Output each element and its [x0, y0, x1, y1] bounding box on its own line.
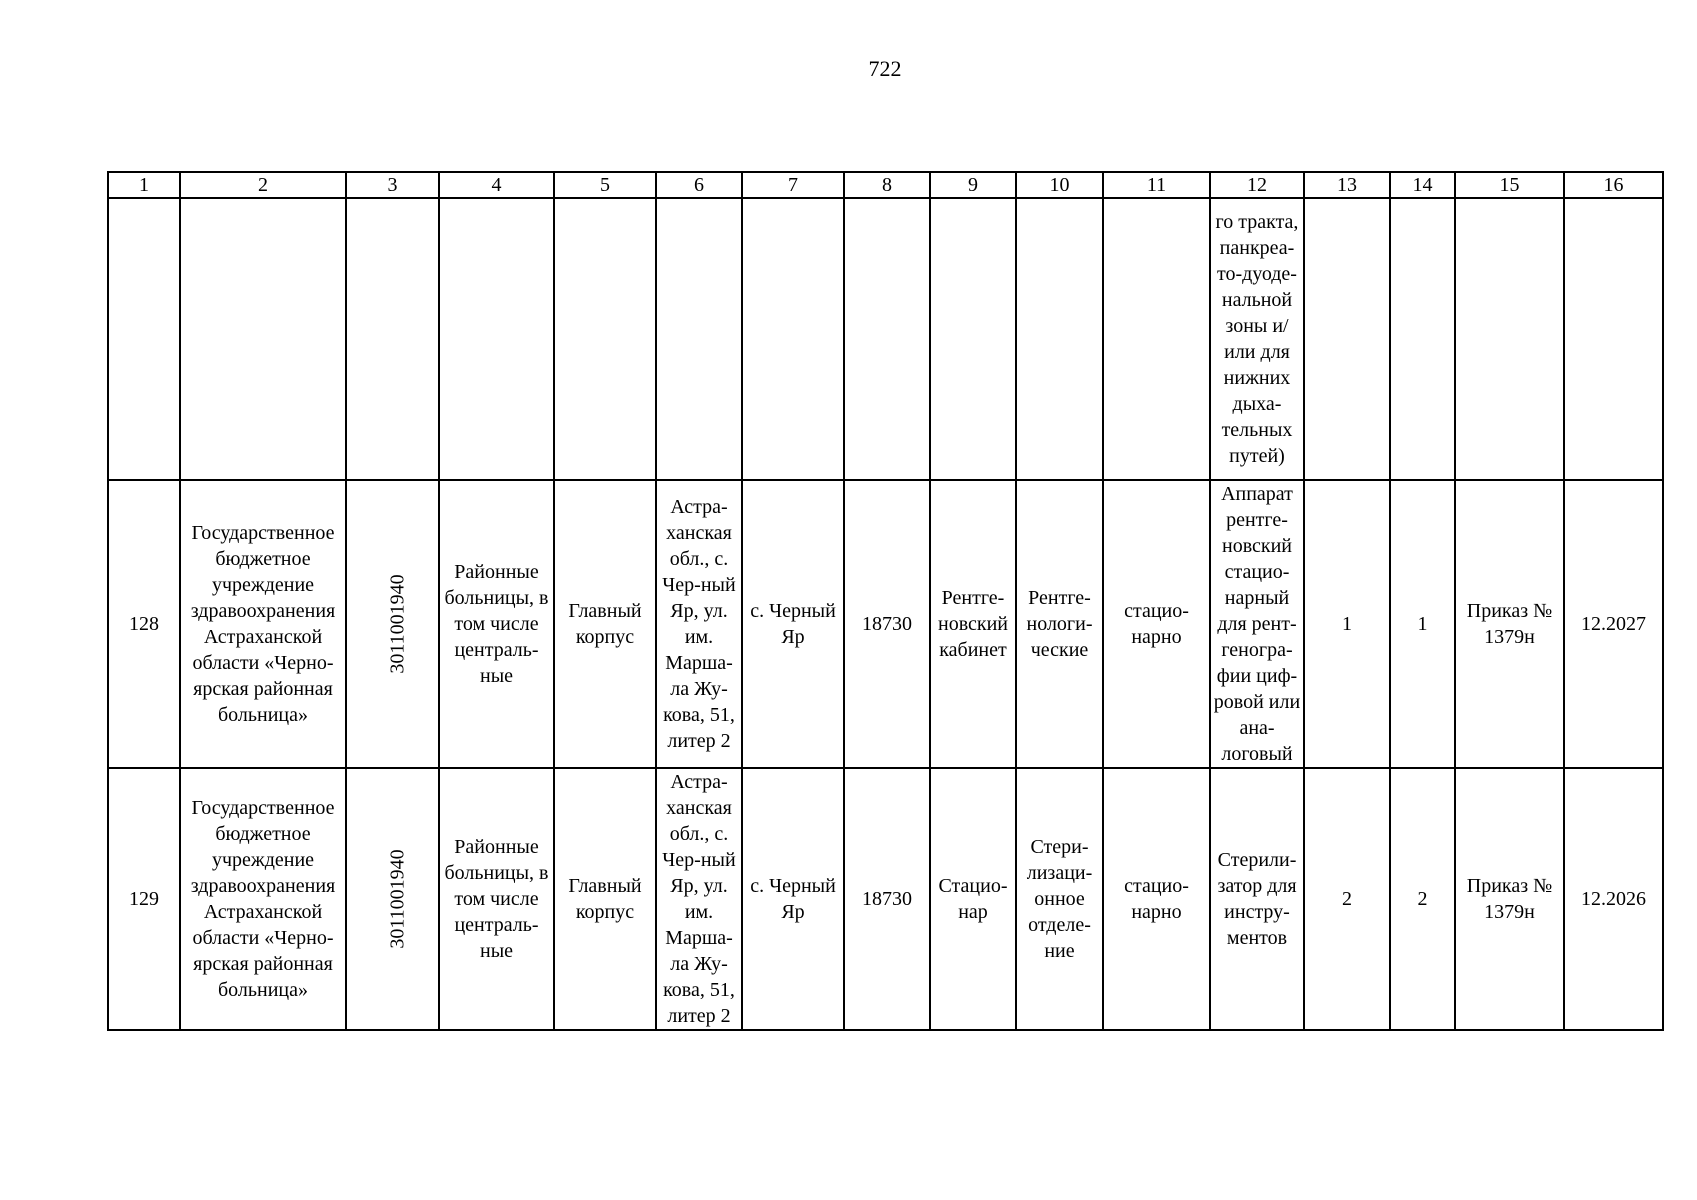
table-cell: [180, 198, 346, 480]
table-cell: [930, 198, 1016, 480]
equipment-continuation-cell: го тракта, панкреа-то-дуоде-нальной зоны и/или для нижних дыха-тельных путей): [1210, 198, 1304, 480]
code-cell: 18730: [844, 480, 930, 768]
mode-cell: стацио-нарно: [1103, 480, 1210, 768]
facility-type-cell: Районные больницы, в том числе централь-ные: [439, 480, 554, 768]
inn-cell: [346, 768, 439, 1030]
continuation-row: [108, 198, 1663, 480]
building-cell: Главный корпус: [554, 768, 656, 1030]
table-cell: [1103, 198, 1210, 480]
quantity-cell: 2: [1390, 768, 1455, 1030]
inn-vertical-text: 3011001940: [386, 849, 409, 949]
organization-cell: Государственное бюджетное учреждение здравоохранения Астраханской области «Черно-ярская районная больница»: [180, 480, 346, 768]
column-header: 3: [346, 172, 439, 198]
address-cell: Астра-ханская обл., с. Чер-ный Яр, ул. им. Марша-ла Жу-кова, 51, литер 2: [656, 768, 742, 1030]
column-header: 7: [742, 172, 844, 198]
column-header: 16: [1564, 172, 1663, 198]
equipment-registry-table: [107, 171, 1664, 1031]
equipment-cell: Аппарат рентге-новский стацио-нарный для рент-геногра-фии циф-ровой или ана-логовый: [1210, 480, 1304, 768]
quantity-cell: 1: [1304, 480, 1390, 768]
column-header: 15: [1455, 172, 1564, 198]
locality-cell: с. Черный Яр: [742, 480, 844, 768]
profile-cell: Рентге-нологи-ческие: [1016, 480, 1103, 768]
mode-cell: стацио-нарно: [1103, 768, 1210, 1030]
building-cell: Главный корпус: [554, 480, 656, 768]
table-cell: [1304, 198, 1390, 480]
organization-cell: Государственное бюджетное учреждение здравоохранения Астраханской области «Черно-ярская районная больница»: [180, 768, 346, 1030]
row-number-cell: 129: [108, 768, 180, 1030]
table-cell: [656, 198, 742, 480]
table-row: [108, 768, 1663, 1030]
date-cell: 12.2026: [1564, 768, 1663, 1030]
address-cell: Астра-ханская обл., с. Чер-ный Яр, ул. им. Марша-ла Жу-кова, 51, литер 2: [656, 480, 742, 768]
column-header: 8: [844, 172, 930, 198]
code-cell: 18730: [844, 768, 930, 1030]
column-header: 4: [439, 172, 554, 198]
column-header: 11: [1103, 172, 1210, 198]
table-cell: [554, 198, 656, 480]
page-number: 722: [868, 56, 902, 81]
table-cell: [1564, 198, 1663, 480]
unit-cell: Рентге-новский кабинет: [930, 480, 1016, 768]
unit-cell: Стацио-нар: [930, 768, 1016, 1030]
column-header: 6: [656, 172, 742, 198]
table-row: [108, 480, 1663, 768]
inn-vertical-text: 3011001940: [386, 574, 409, 674]
order-cell: Приказ № 1379н: [1455, 480, 1564, 768]
profile-cell: Стери-лизаци-онное отделе-ние: [1016, 768, 1103, 1030]
date-cell: 12.2027: [1564, 480, 1663, 768]
table-cell: [1390, 198, 1455, 480]
table-cell: [742, 198, 844, 480]
column-header: 10: [1016, 172, 1103, 198]
order-cell: Приказ № 1379н: [1455, 768, 1564, 1030]
column-header: 2: [180, 172, 346, 198]
column-header: 9: [930, 172, 1016, 198]
quantity-cell: 1: [1390, 480, 1455, 768]
column-header: 1: [108, 172, 180, 198]
column-header: 13: [1304, 172, 1390, 198]
facility-type-cell: Районные больницы, в том числе централь-ные: [439, 768, 554, 1030]
column-header: 5: [554, 172, 656, 198]
column-header: 12: [1210, 172, 1304, 198]
table-cell: [1455, 198, 1564, 480]
locality-cell: с. Черный Яр: [742, 768, 844, 1030]
column-header: 14: [1390, 172, 1455, 198]
inn-cell: [346, 480, 439, 768]
table-cell: [346, 198, 439, 480]
table-cell: [108, 198, 180, 480]
column-number-row: [108, 172, 1663, 198]
quantity-cell: 2: [1304, 768, 1390, 1030]
table-cell: [844, 198, 930, 480]
equipment-cell: Стерили-затор для инстру-ментов: [1210, 768, 1304, 1030]
row-number-cell: 128: [108, 480, 180, 768]
table-cell: [439, 198, 554, 480]
table-cell: [1016, 198, 1103, 480]
